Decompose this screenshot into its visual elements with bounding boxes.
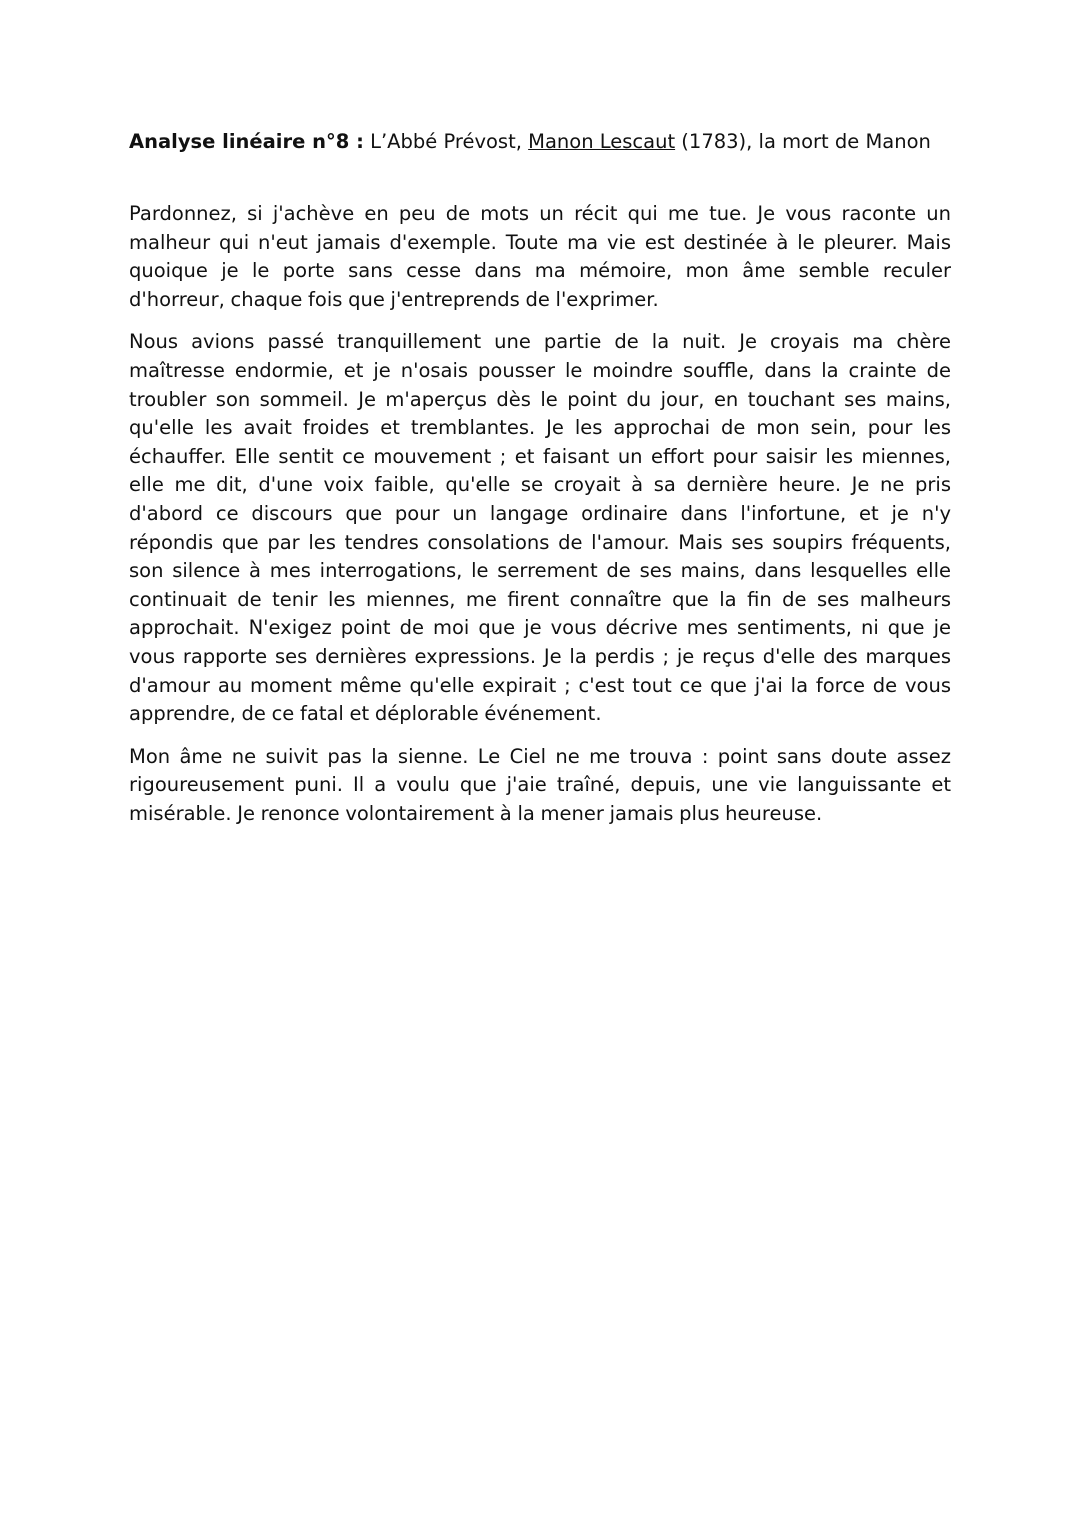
heading-author: L’Abbé Prévost, — [363, 130, 529, 153]
document-page — [129, 128, 951, 842]
paragraph-2: Nous avions passé tranquillement une partie de la nuit. Je croyais ma chère maîtresse endormie, et je n'osais pousser le moindre souffle, dans la crainte de troubler son sommeil. Je m'aperçus dès le point du jour, en touchant ses mains, qu'elle les avait froides et tremblantes. Je les approchai de mon sein, pour les échauffer. Elle sentit ce mouvement ; et faisant un effort pour saisir les miennes, elle me dit, d'une voix faible, qu'elle se croyait à sa dernière heure. Je ne pris d'abord ce discours que pour un langage ordinaire dans l'infortune, et je n'y répondis que par les tendres consolations de l'amour. Mais ses soupirs fréquents, son silence à mes interrogations, le serrement de ses mains, dans lesquelles elle continuait de tenir les miennes, me firent connaître que la fin de ses malheurs approchait. N'exigez point de moi que je vous décrive mes sentiments, ni que je vous rapporte ses dernières expressions. Je la perdis ; je reçus d'elle des marques d'amour au moment même qu'elle expirait ; c'est tout ce que j'ai la force de vous apprendre, de ce fatal et déplorable événement. — [129, 330, 951, 726]
heading-rest: (1783), la mort de Manon — [675, 130, 931, 153]
heading-work-title: Manon Lescaut — [528, 130, 676, 153]
paragraph-1: Pardonnez, si j'achève en peu de mots un récit qui me tue. Je vous raconte un malheur qui n'eut jamais d'exemple. Toute ma vie est destinée à le pleurer. Mais quoique je le porte sans cesse dans ma mémoire, mon âme semble reculer d'horreur, chaque fois que j'entreprends de l'exprimer. — [129, 202, 951, 311]
heading-label: Analyse linéaire n°8 : — [129, 130, 364, 153]
document-heading — [129, 128, 951, 156]
paragraph-3: Mon âme ne suivit pas la sienne. Le Ciel ne me trouva : point sans doute assez rigoureusement puni. Il a voulu que j'aie traîné, depuis, une vie languissante et misérable. Je renonce volontairement à la mener jamais plus heureuse. — [129, 744, 951, 825]
